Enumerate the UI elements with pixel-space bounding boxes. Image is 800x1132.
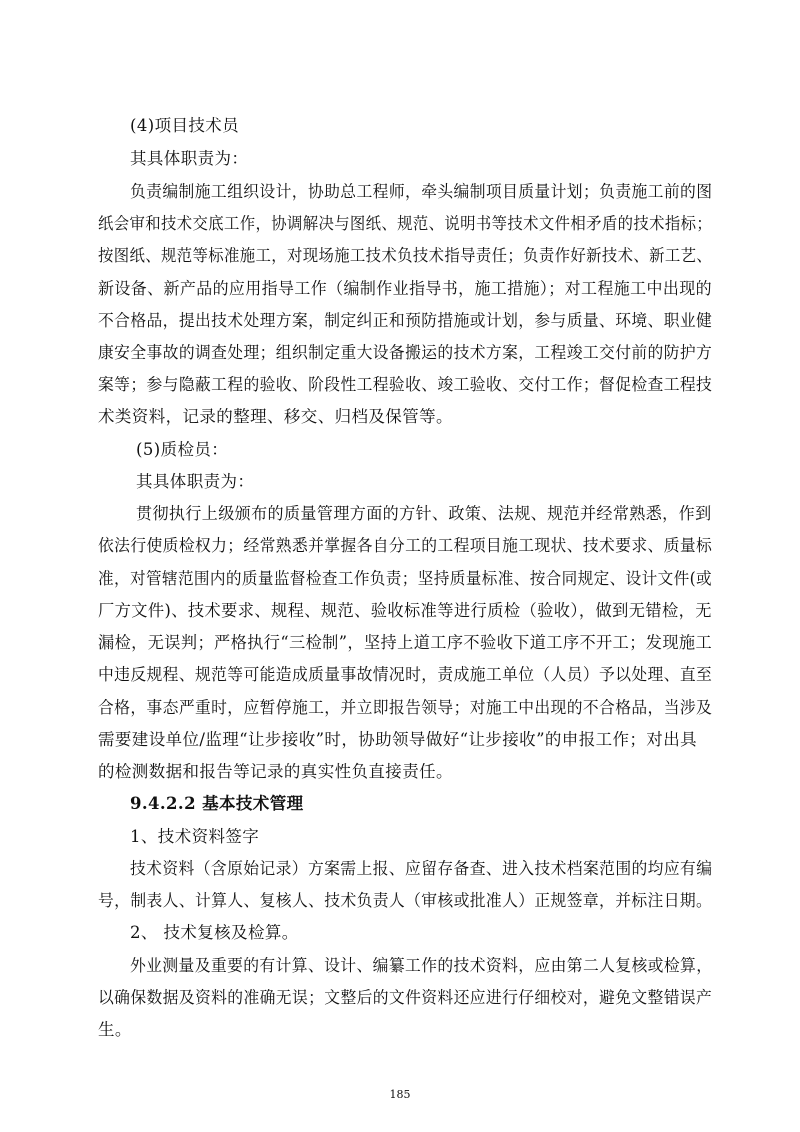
page-number: 185 <box>389 1088 411 1101</box>
paragraph-line: 康安全事故的调查处理；组织制定重大设备搬运的技术方案，工程竣工交付前的防护方 <box>98 343 713 362</box>
heading-project-technician: (4)项目技术员 <box>130 116 240 135</box>
paragraph-line: 外业测量及重要的有计算、设计、编纂工作的技术资料，应由第二人复核或检算， <box>130 956 713 975</box>
paragraph-line: 术类资料，记录的整理、移交、归档及保管等。 <box>98 407 453 426</box>
paragraph-line: 合格，事态严重时，应暂停施工，并立即报告领导；对施工中出现的不合格品，当涉及 <box>98 698 713 717</box>
paragraph-line: 厂方文件)、技术要求、规程、规范、验收标准等进行质检（验收），做到无错检，无 <box>98 601 712 620</box>
heading-quality-inspector: (5)质检员： <box>136 440 229 459</box>
paragraph-line: 贯彻执行上级颁布的质量管理方面的方针、政策、法规、规范并经常熟悉，作到 <box>136 504 712 523</box>
paragraph-line: 不合格品，提出技术处理方案，制定纠正和预防措施或计划，参与质量、环境、职业健 <box>98 311 713 330</box>
paragraph-line: 新设备、新产品的应用指导工作（编制作业指导书，施工措施）；对工程施工中出现的 <box>98 279 712 298</box>
subheading-signature: 1、技术资料签字 <box>130 827 260 846</box>
paragraph-line: 技术资料（含原始记录）方案需上报、应留存备查、进入技术档案范围的均应有编 <box>130 859 713 878</box>
paragraph-line: 的检测数据和报告等记录的真实性负直接责任。 <box>98 762 453 781</box>
paragraph-line: 依法行使质检权力；经常熟悉并掌握各自分工的工程项目施工现状、技术要求、质量标 <box>98 536 713 555</box>
paragraph-line: 中违反规程、规范等可能造成质量事故情况时，责成施工单位（人员）予以处理、直至 <box>98 665 713 684</box>
paragraph-line: 案等；参与隐蔽工程的验收、阶段性工程验收、竣工验收、交付工作；督促检查工程技 <box>98 375 713 394</box>
duties-intro-5: 其具体职责为： <box>136 472 255 491</box>
paragraph-line: 漏检，无误判；严格执行“三检制”，坚持上道工序不验收下道工序不开工；发现施工 <box>98 633 713 652</box>
paragraph-line: 负责编制施工组织设计，协助总工程师，牵头编制项目质量计划；负责施工前的图 <box>130 182 713 201</box>
duties-intro-4: 其具体职责为： <box>130 149 249 168</box>
paragraph-line: 号，制表人、计算人、复核人、技术负责人（审核或批准人）正规签章，并标注日期。 <box>98 891 713 910</box>
paragraph-line: 纸会审和技术交底工作，协调解决与图纸、规范、说明书等技术文件相矛盾的技术指标； <box>98 214 713 233</box>
paragraph-line: 生。 <box>98 1020 132 1039</box>
paragraph-line: 准，对管辖范围内的质量监督检查工作负责；坚持质量标准、按合同规定、设计文件(或 <box>98 569 713 588</box>
section-heading: 9.4.2.2 基本技术管理 <box>130 794 304 813</box>
paragraph-line: 需要建设单位/监理“让步接收”时，协助领导做好“让步接收”的申报工作；对出具 <box>98 730 698 749</box>
paragraph-line: 按图纸、规范等标准施工，对现场施工技术负技术指导责任；负责作好新技术、新工艺、 <box>98 246 713 265</box>
subheading-review: 2、 技术复核及检算。 <box>130 923 299 942</box>
paragraph-line: 以确保数据及资料的准确无误；文整后的文件资料还应进行仔细校对，避免文整错误产 <box>98 988 713 1007</box>
